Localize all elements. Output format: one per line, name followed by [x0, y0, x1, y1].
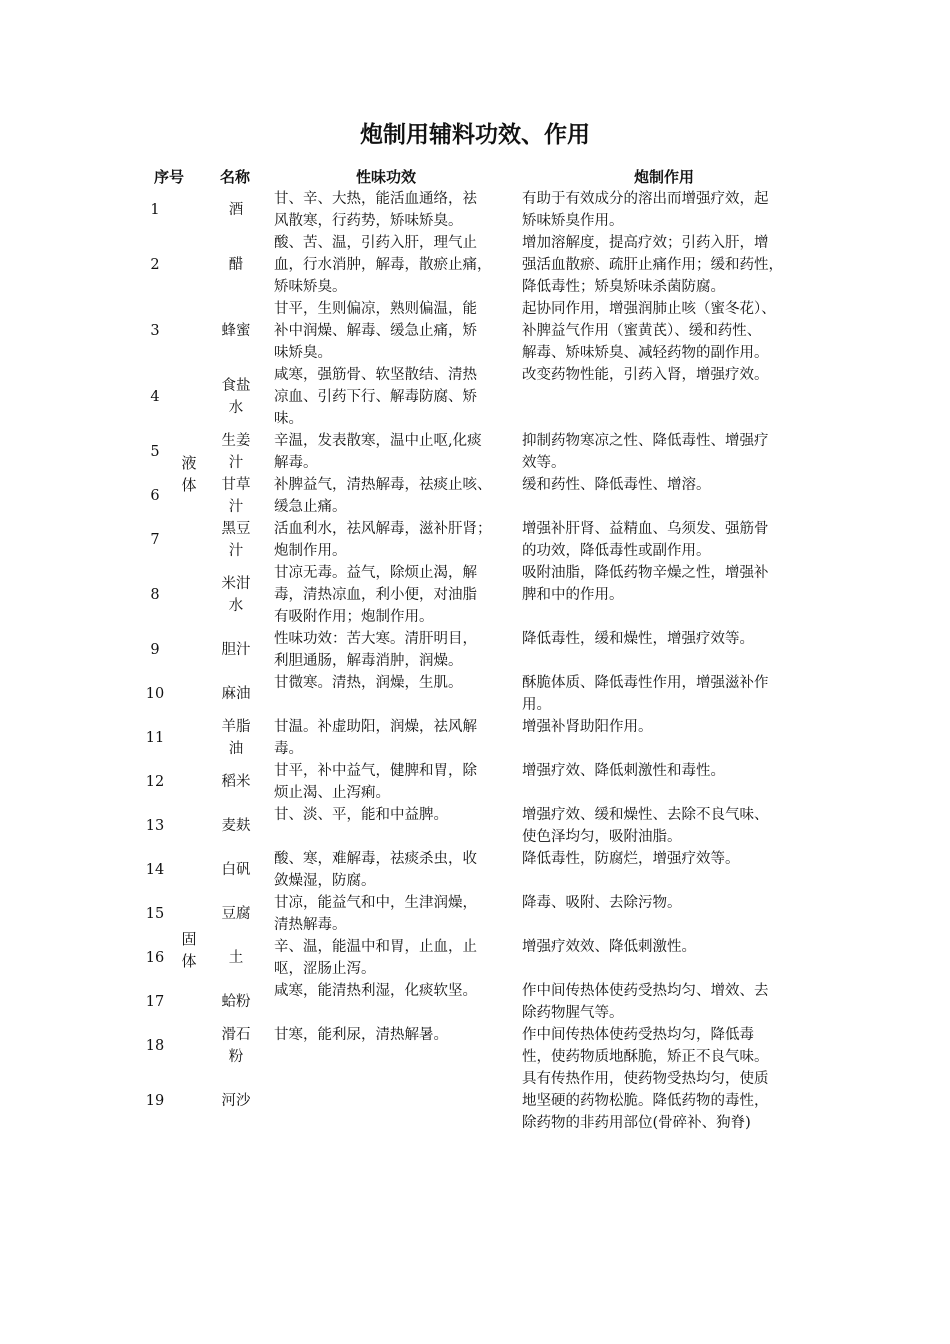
table-row: [0, 980, 950, 1024]
row-name: [216, 903, 256, 925]
row-usage: [522, 562, 814, 606]
row-name: [216, 716, 256, 760]
row-usage: [522, 628, 814, 650]
table-row: [0, 188, 950, 232]
row-effect-line: 利胆通肠，解毒消肿，润燥。: [274, 653, 463, 669]
row-effect: [274, 518, 510, 562]
row-usage: [522, 804, 814, 848]
group-label-char: 体: [181, 952, 197, 970]
row-effect-line: 风散寒，行药势，矫味矫臭。: [274, 213, 463, 229]
row-effect-line: 毒，清热凉血，利小便，对油脂: [274, 587, 477, 603]
table-row: [0, 1068, 950, 1134]
row-usage-line: 除药物腥气等。: [522, 1005, 624, 1021]
row-usage-line: 降毒、吸附、去除污物。: [522, 895, 682, 911]
row-number: 18: [145, 1038, 165, 1054]
row-name-line: 汁: [228, 455, 244, 471]
row-name-line: 黑豆: [221, 521, 251, 537]
row-name-line: 汁: [228, 543, 244, 559]
row-usage-line: 强活血散瘀、疏肝止痛作用；缓和药性，: [522, 257, 783, 273]
row-number: 7: [150, 532, 160, 548]
table-body: [0, 188, 950, 1134]
row-name: [216, 199, 256, 221]
row-usage-line: 补脾益气作用（蜜黄芪）、缓和药性、: [522, 323, 762, 339]
row-usage-line: 增强疗效效、降低刺激性。: [522, 939, 696, 955]
row-usage: [522, 980, 814, 1024]
row-usage-line: 增强疗效、降低刺激性和毒性。: [522, 763, 725, 779]
row-usage: [522, 672, 814, 716]
row-effect-line: 甘温。补虚助阳，润燥，祛风解: [274, 719, 477, 735]
row-name-line: 汁: [228, 499, 244, 515]
table-row: [0, 298, 950, 364]
table-row: [0, 716, 950, 760]
row-usage: [522, 232, 814, 298]
row-effect: [274, 430, 510, 474]
row-usage-line: 吸附油脂，降低药物辛燥之性，增强补: [522, 565, 769, 581]
table-row: [0, 936, 950, 980]
row-effect-line: 咸寒，能清热利湿，化痰软坚。: [274, 983, 477, 999]
row-effect: [274, 980, 510, 1002]
row-name-line: 米泔: [221, 576, 251, 592]
row-effect: [274, 188, 510, 232]
row-usage-line: 的功效，降低毒性或副作用。: [522, 543, 711, 559]
row-usage-line: 缓和药性、降低毒性、增溶。: [522, 477, 711, 493]
table-row: [0, 562, 950, 628]
table-row: [0, 804, 950, 848]
row-usage-line: 作中间传热体使药受热均匀，降低毒: [522, 1027, 754, 1043]
row-name-line: 生姜: [221, 433, 251, 449]
row-name: [216, 771, 256, 793]
row-name: [216, 518, 256, 562]
row-number: 12: [145, 774, 165, 790]
row-effect-line: 甘凉，能益气和中，生津润燥，: [274, 895, 477, 911]
row-number: 11: [145, 730, 165, 746]
table-row: [0, 474, 950, 518]
row-name: [216, 683, 256, 705]
row-effect-line: 味。: [274, 411, 303, 427]
table-row: [0, 232, 950, 298]
group-label-solid: [174, 928, 204, 972]
row-effect-line: 清热解毒。: [274, 917, 347, 933]
row-usage-line: 效等。: [522, 455, 566, 471]
header-effect: 性味功效: [356, 168, 417, 186]
row-usage: [522, 716, 814, 738]
row-usage-line: 有助于有效成分的溶出而增强疗效，起: [522, 191, 769, 207]
row-effect: [274, 672, 510, 694]
row-name-line: 稻米: [221, 774, 251, 790]
row-effect-line: 咸寒，强筋骨、软坚散结、清热: [274, 367, 477, 383]
row-name: [216, 474, 256, 518]
row-usage: [522, 188, 814, 232]
row-name: [216, 1024, 256, 1068]
row-name-line: 河沙: [221, 1093, 251, 1109]
row-effect: [274, 936, 510, 980]
row-number: 4: [150, 389, 160, 405]
row-usage: [522, 936, 814, 958]
row-effect-line: 辛温，发表散寒，温中止呕,化痰: [274, 433, 482, 449]
row-effect: [274, 804, 510, 826]
row-effect-line: 甘平，生则偏凉，熟则偏温，能: [274, 301, 477, 317]
row-usage-line: 除药物的非药用部位(骨碎补、狗脊): [522, 1115, 751, 1131]
row-effect-line: 血，行水消肿，解毒，散瘀止痛，: [274, 257, 492, 273]
row-number: 16: [145, 950, 165, 966]
row-effect-line: 矫味矫臭。: [274, 279, 347, 295]
row-effect: [274, 364, 510, 430]
row-usage-line: 降低毒性，缓和燥性，增强疗效等。: [522, 631, 754, 647]
row-number: 8: [150, 587, 160, 603]
row-effect: [274, 232, 510, 298]
row-effect-line: 补脾益气，清热解毒，祛痰止咳、: [274, 477, 492, 493]
row-usage-line: 增强补肝肾、益精血、乌须发、强筋骨: [522, 521, 769, 537]
row-effect-line: 敛燥湿，防腐。: [274, 873, 376, 889]
row-name-line: 油: [228, 741, 244, 757]
table-row: [0, 1024, 950, 1068]
row-name: [216, 430, 256, 474]
row-effect: [274, 298, 510, 364]
table-row: [0, 628, 950, 672]
row-usage-line: 脾和中的作用。: [522, 587, 624, 603]
row-name-line: 水: [228, 598, 244, 614]
row-number: 3: [150, 323, 160, 339]
row-name: [216, 375, 256, 419]
row-name-line: 蛤粉: [221, 994, 251, 1010]
row-name-line: 甘草: [221, 477, 251, 493]
row-usage: [522, 848, 814, 870]
row-usage-line: 降低毒性；矫臭矫味杀菌防腐。: [522, 279, 725, 295]
row-effect-line: 酸、苦、温，引药入肝，理气止: [274, 235, 477, 251]
row-effect-line: 酸、寒，难解毒，祛痰杀虫，收: [274, 851, 477, 867]
row-name-line: 白矾: [221, 862, 251, 878]
row-name: [216, 639, 256, 661]
table-row: [0, 848, 950, 892]
header-name: 名称: [220, 168, 251, 186]
table-row: [0, 892, 950, 936]
row-name: [216, 991, 256, 1013]
row-name-line: 麦麸: [221, 818, 251, 834]
row-effect-line: 甘、辛、大热，能活血通络，祛: [274, 191, 477, 207]
row-name-line: 胆汁: [221, 642, 251, 658]
row-number: 15: [145, 906, 165, 922]
table-row: [0, 364, 950, 430]
row-effect-line: 补中润燥、解毒、缓急止痛，矫: [274, 323, 477, 339]
row-usage-line: 改变药物性能，引药入肾，增强疗效。: [522, 367, 769, 383]
row-effect-line: 缓急止痛。: [274, 499, 347, 515]
row-effect-line: 凉血、引药下行、解毒防腐、矫: [274, 389, 477, 405]
row-usage-line: 抑制药物寒凉之性、降低毒性、增强疗: [522, 433, 769, 449]
row-effect-line: 有吸附作用；炮制作用。: [274, 609, 434, 625]
row-number: 2: [150, 257, 160, 273]
row-usage-line: 降低毒性，防腐烂，增强疗效等。: [522, 851, 740, 867]
row-name-line: 蜂蜜: [221, 323, 251, 339]
row-effect: [274, 892, 510, 936]
row-effect-line: 毒。: [274, 741, 303, 757]
row-name: [216, 815, 256, 837]
row-name-line: 酒: [228, 202, 244, 218]
row-number: 1: [150, 202, 160, 218]
row-name-line: 粉: [228, 1049, 244, 1065]
row-effect-line: 烦止渴、止泻痢。: [274, 785, 390, 801]
row-usage-line: 增加溶解度，提高疗效；引药入肝，增: [522, 235, 769, 251]
row-name-line: 羊脂: [221, 719, 251, 735]
row-effect-line: 解毒。: [274, 455, 318, 471]
table-row: [0, 760, 950, 804]
row-usage-line: 性，使药物质地酥脆，矫正不良气味。: [522, 1049, 769, 1065]
row-effect-line: 甘、淡、平，能和中益脾。: [274, 807, 448, 823]
row-usage: [522, 1068, 814, 1134]
row-effect-line: 性味功效：苦大寒。清肝明目，: [274, 631, 477, 647]
row-name-line: 水: [228, 400, 244, 416]
row-name: [216, 573, 256, 617]
row-effect: [274, 628, 510, 672]
row-name: [216, 859, 256, 881]
row-effect-line: 甘寒，能利尿，清热解暑。: [274, 1027, 448, 1043]
row-number: 13: [145, 818, 165, 834]
table-row: [0, 672, 950, 716]
row-name-line: 滑石: [221, 1027, 251, 1043]
row-effect: [274, 760, 510, 804]
row-usage-line: 矫味矫臭作用。: [522, 213, 624, 229]
row-effect: [274, 1024, 510, 1046]
row-effect-line: 辛、温，能温中和胃，止血，止: [274, 939, 477, 955]
header-no: 序号: [154, 168, 185, 186]
group-label-char: 固: [181, 930, 197, 948]
table-row: [0, 518, 950, 562]
row-usage: [522, 892, 814, 914]
row-number: 5: [150, 444, 160, 460]
row-usage-line: 作中间传热体使药受热均匀、增效、去: [522, 983, 769, 999]
row-usage: [522, 364, 814, 386]
row-number: 14: [145, 862, 165, 878]
row-effect-line: 甘微寒。清热，润燥，生肌。: [274, 675, 463, 691]
row-usage-line: 具有传热作用，使药物受热均匀，使质: [522, 1071, 769, 1087]
row-name-line: 豆腐: [221, 906, 251, 922]
row-name: [216, 1090, 256, 1112]
row-number: 19: [145, 1093, 165, 1109]
row-effect: [274, 474, 510, 518]
row-name-line: 醋: [228, 257, 244, 273]
row-effect: [274, 848, 510, 892]
row-effect-line: 呕，涩肠止泻。: [274, 961, 376, 977]
row-usage: [522, 1024, 814, 1068]
row-number: 9: [150, 642, 160, 658]
table-row: [0, 430, 950, 474]
row-effect: [274, 716, 510, 760]
row-effect-line: 炮制作用。: [274, 543, 347, 559]
row-usage: [522, 760, 814, 782]
row-usage-line: 增强补肾助阳作用。: [522, 719, 653, 735]
row-effect-line: 甘平，补中益气，健脾和胃，除: [274, 763, 477, 779]
row-name: [216, 947, 256, 969]
row-usage: [522, 474, 814, 496]
row-usage: [522, 518, 814, 562]
row-number: 6: [150, 488, 160, 504]
row-usage-line: 起协同作用，增强润肺止咳（蜜冬花）、: [522, 301, 776, 317]
row-effect-line: 味矫臭。: [274, 345, 332, 361]
group-label-liquid: [174, 452, 204, 496]
page-title: 炮制用辅料功效、作用: [360, 122, 590, 148]
row-number: 10: [145, 686, 165, 702]
row-name: [216, 254, 256, 276]
group-label-char: 体: [181, 476, 197, 494]
row-usage-line: 增强疗效、缓和燥性、去除不良气味、: [522, 807, 769, 823]
row-usage-line: 酥脆体质、降低毒性作用，增强滋补作: [522, 675, 769, 691]
row-usage-line: 解毒、矫味矫臭、减轻药物的副作用。: [522, 345, 769, 361]
row-name-line: 食盐: [221, 378, 251, 394]
row-effect: [274, 562, 510, 628]
row-name-line: 麻油: [221, 686, 251, 702]
group-label-char: 液: [181, 454, 197, 472]
row-usage-line: 使色泽均匀，吸附油脂。: [522, 829, 682, 845]
row-usage: [522, 430, 814, 474]
row-name: [216, 320, 256, 342]
header-usage: 炮制作用: [634, 168, 695, 186]
row-name-line: 土: [228, 950, 244, 966]
row-usage-line: 用。: [522, 697, 551, 713]
row-number: 17: [145, 994, 165, 1010]
row-effect-line: 活血利水，祛风解毒，滋补肝肾；: [274, 521, 492, 537]
row-usage: [522, 298, 814, 364]
row-effect-line: 甘凉无毒。益气，除烦止渴，解: [274, 565, 477, 581]
row-usage-line: 地坚硬的药物松脆。降低药物的毒性，: [522, 1093, 769, 1109]
